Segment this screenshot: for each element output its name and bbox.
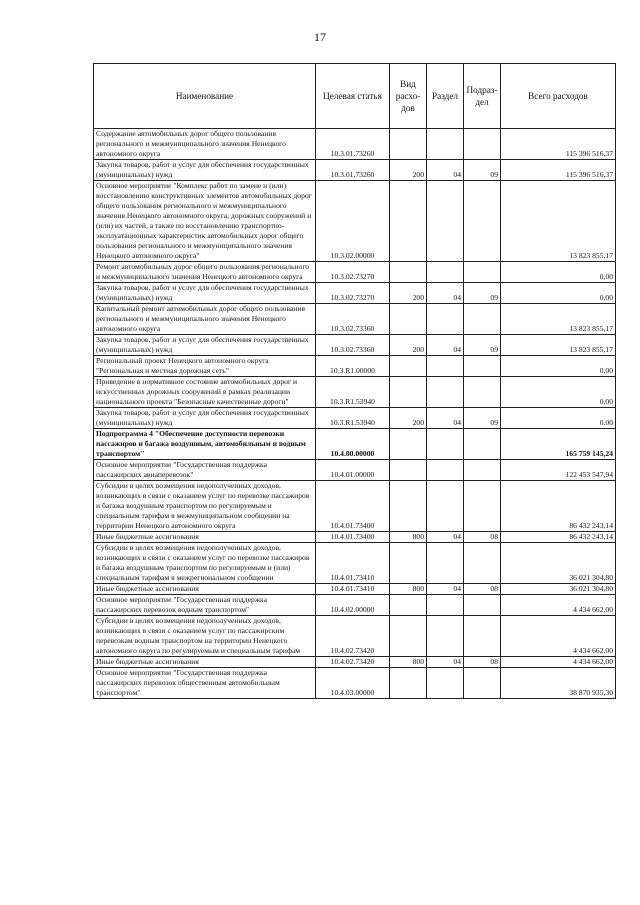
- cell-subsection: [464, 543, 501, 584]
- cell-subsection: [464, 262, 501, 283]
- cell-amount: 86 432 243,14: [501, 532, 616, 543]
- cell-section: [427, 181, 464, 262]
- table-row: [94, 543, 616, 584]
- cell-section: [427, 262, 464, 283]
- cell-target: 10.4.01.73400: [316, 532, 390, 543]
- cell-subsection: [464, 668, 501, 699]
- cell-section: 04: [427, 408, 464, 429]
- cell-type: 200: [390, 160, 427, 181]
- table-row: [94, 668, 616, 699]
- cell-type: [390, 595, 427, 616]
- cell-section: [427, 481, 464, 532]
- cell-type: [390, 262, 427, 283]
- cell-type: 800: [390, 657, 427, 668]
- cell-amount: 38 870 935,30: [501, 668, 616, 699]
- cell-subsection: [464, 595, 501, 616]
- cell-subsection: [464, 429, 501, 460]
- cell-amount: 0,00: [501, 408, 616, 429]
- cell-name: Закупка товаров, работ и услуг для обеспечения государственных (муниципальных) нужд: [94, 283, 316, 304]
- cell-subsection: [464, 460, 501, 481]
- cell-target: 10.4.01.00000: [316, 460, 390, 481]
- header-target: Целевая статья: [316, 64, 390, 129]
- cell-name: Содержание автомобильных дорог общего пользования регионального и межмуниципального значения Ненецкого автономного округа: [94, 129, 316, 160]
- cell-name: Закупка товаров, работ и услуг для обеспечения государственных (муниципальных) нужд: [94, 408, 316, 429]
- table-row: [94, 532, 616, 543]
- table-row: [94, 460, 616, 481]
- cell-type: [390, 377, 427, 408]
- header-type: Вид расхо-дов: [390, 64, 427, 129]
- table-row: [94, 595, 616, 616]
- cell-section: [427, 129, 464, 160]
- cell-type: 200: [390, 408, 427, 429]
- cell-type: [390, 129, 427, 160]
- cell-subsection: 08: [464, 657, 501, 668]
- cell-section: 04: [427, 160, 464, 181]
- cell-target: 10.4.01.73410: [316, 543, 390, 584]
- cell-name: Региональный проект Ненецкого автономного округа "Региональная и местная дорожная сеть": [94, 356, 316, 377]
- cell-subsection: 09: [464, 408, 501, 429]
- cell-name: Основное мероприятие "Комплекс работ по замене и (или) восстановлению конструктивных элементов автомобильных дорог общего пользования регионального и межмуниципального значения Ненецкого автономного округа, дорожных сооружений и (или) их частей, а также по восстановлению транспортно-эксплуатационных характеристик автомобильных дорог общего пользования регионального и межмуниципального значения Ненецкого автономного округа": [94, 181, 316, 262]
- cell-target: 10.4.03.00000: [316, 668, 390, 699]
- cell-name: Иные бюджетные ассигнования: [94, 584, 316, 595]
- cell-section: [427, 616, 464, 657]
- table-row: [94, 283, 616, 304]
- cell-section: [427, 543, 464, 584]
- cell-name: Закупка товаров, работ и услуг для обеспечения государственных (муниципальных) нужд: [94, 160, 316, 181]
- cell-subsection: 09: [464, 160, 501, 181]
- table-row: [94, 657, 616, 668]
- cell-amount: 13 823 855,17: [501, 181, 616, 262]
- table-header-row: [94, 64, 616, 129]
- table-row: [94, 616, 616, 657]
- cell-type: [390, 460, 427, 481]
- cell-target: 10.3.02.73360: [316, 335, 390, 356]
- table-row: [94, 481, 616, 532]
- cell-amount: 4 434 662,00: [501, 616, 616, 657]
- cell-type: [390, 356, 427, 377]
- cell-target: 10.3.02.73270: [316, 262, 390, 283]
- table-row: [94, 377, 616, 408]
- cell-amount: 0,00: [501, 356, 616, 377]
- cell-name: Закупка товаров, работ и услуг для обеспечения государственных (муниципальных) нужд: [94, 335, 316, 356]
- cell-target: 10.4.01.73400: [316, 481, 390, 532]
- table-row: [94, 584, 616, 595]
- cell-target: 10.3.02.73360: [316, 304, 390, 335]
- cell-amount: 122 453 547,94: [501, 460, 616, 481]
- cell-name: Основное мероприятие "Государственная поддержка пассажирских перевозок водным транспортом": [94, 595, 316, 616]
- cell-section: [427, 595, 464, 616]
- cell-target: 10.3.R1.53940: [316, 408, 390, 429]
- cell-section: [427, 460, 464, 481]
- cell-target: 10.3.02.00000: [316, 181, 390, 262]
- cell-target: 10.3.01.73260: [316, 129, 390, 160]
- cell-section: [427, 304, 464, 335]
- cell-name: Подпрограмма 4 "Обеспечение доступности перевозки пассажиров и багажа воздушным, автомобильным и водным транспортом": [94, 429, 316, 460]
- cell-target: 10.4.02.73420: [316, 657, 390, 668]
- header-section: Раздел: [427, 64, 464, 129]
- cell-type: [390, 481, 427, 532]
- budget-table: [93, 63, 616, 699]
- table-row: [94, 129, 616, 160]
- cell-amount: 86 432 243,14: [501, 481, 616, 532]
- cell-name: Субсидии в целях возмещения недополученных доходов, возникающих в связи с оказанием услуг по перевозке пассажиров и багажа воздушным транспортом по регулируемым и специальным тарифам в межмуниципальном сообщении на территории Ненецкого автономного округа: [94, 481, 316, 532]
- cell-amount: 0,00: [501, 283, 616, 304]
- cell-section: [427, 668, 464, 699]
- table-body: [94, 129, 616, 699]
- cell-type: [390, 616, 427, 657]
- cell-target: 10.4.01.73410: [316, 584, 390, 595]
- cell-target: 10.3.02.73270: [316, 283, 390, 304]
- cell-type: 800: [390, 584, 427, 595]
- cell-subsection: [464, 481, 501, 532]
- header-total: Всего расходов: [501, 64, 616, 129]
- cell-name: Субсидии в целях возмещения недополученных доходов, возникающих в связи с оказанием услуг по пассажирским перевозкам водным транспортом на территории Ненецкого автономного округа по регулируемым и специальным тарифам: [94, 616, 316, 657]
- cell-subsection: 08: [464, 532, 501, 543]
- header-subsection: Подраз-дел: [464, 64, 501, 129]
- cell-type: [390, 304, 427, 335]
- cell-amount: 115 396 516,37: [501, 129, 616, 160]
- cell-type: [390, 668, 427, 699]
- cell-amount: 36 021 304,80: [501, 543, 616, 584]
- cell-amount: 115 396 516,37: [501, 160, 616, 181]
- cell-subsection: [464, 356, 501, 377]
- cell-section: [427, 429, 464, 460]
- cell-type: [390, 181, 427, 262]
- cell-section: 04: [427, 335, 464, 356]
- cell-amount: 13 823 855,17: [501, 335, 616, 356]
- cell-amount: 36 021 304,80: [501, 584, 616, 595]
- header-name: Наименование: [94, 64, 316, 129]
- cell-name: Приведение в нормативное состояние автомобильных дорог и искусственных дорожных сооружений в рамках реализации национального проекта "Безопасные качественные дороги": [94, 377, 316, 408]
- cell-name: Ремонт автомобильных дорог общего пользования регионального и межмуниципального значения Ненецкого автономного округа: [94, 262, 316, 283]
- cell-section: 04: [427, 657, 464, 668]
- cell-section: [427, 356, 464, 377]
- table-row: [94, 335, 616, 356]
- cell-type: [390, 429, 427, 460]
- table-row: [94, 304, 616, 335]
- page-number: 17: [314, 30, 326, 44]
- cell-section: 04: [427, 283, 464, 304]
- cell-name: Основное мероприятие "Государственная поддержка пассажирских авиаперевозок": [94, 460, 316, 481]
- table-row: [94, 181, 616, 262]
- cell-subsection: [464, 181, 501, 262]
- cell-amount: 13 823 855,17: [501, 304, 616, 335]
- table-row: [94, 262, 616, 283]
- table-row: [94, 356, 616, 377]
- cell-amount: 165 759 145,24: [501, 429, 616, 460]
- table-row: [94, 160, 616, 181]
- cell-amount: 0,00: [501, 262, 616, 283]
- cell-target: 10.4.02.00000: [316, 595, 390, 616]
- cell-type: [390, 543, 427, 584]
- cell-subsection: [464, 377, 501, 408]
- cell-target: 10.3.R1.00000: [316, 356, 390, 377]
- cell-target: 10.3.R1.53940: [316, 377, 390, 408]
- cell-name: Иные бюджетные ассигнования: [94, 532, 316, 543]
- cell-section: 04: [427, 584, 464, 595]
- cell-name: Субсидии в целях возмещения недополученных доходов, возникающих в связи с оказанием услуг по перевозке пассажиров и багажа воздушным транспортом по регулируемым и (или) специальным тарифам в межрегиональном сообщении: [94, 543, 316, 584]
- cell-subsection: 09: [464, 283, 501, 304]
- cell-name: Иные бюджетные ассигнования: [94, 657, 316, 668]
- cell-subsection: [464, 129, 501, 160]
- cell-name: Капитальный ремонт автомобильных дорог общего пользования регионального и межмуниципального значения Ненецкого автономного округа: [94, 304, 316, 335]
- table-row: [94, 408, 616, 429]
- cell-section: 04: [427, 532, 464, 543]
- cell-type: 200: [390, 335, 427, 356]
- cell-type: 800: [390, 532, 427, 543]
- cell-subsection: 09: [464, 335, 501, 356]
- cell-name: Основное мероприятие "Государственная поддержка пассажирских перевозок общественным автомобильным транспортом": [94, 668, 316, 699]
- cell-type: 200: [390, 283, 427, 304]
- cell-target: 10.3.01.73260: [316, 160, 390, 181]
- cell-amount: 4 434 662,00: [501, 657, 616, 668]
- cell-amount: 4 434 662,00: [501, 595, 616, 616]
- table-row: [94, 429, 616, 460]
- cell-subsection: 08: [464, 584, 501, 595]
- cell-target: 10.4.00.00000: [316, 429, 390, 460]
- cell-subsection: [464, 304, 501, 335]
- cell-section: [427, 377, 464, 408]
- cell-subsection: [464, 616, 501, 657]
- cell-target: 10.4.02.73420: [316, 616, 390, 657]
- cell-amount: 0,00: [501, 377, 616, 408]
